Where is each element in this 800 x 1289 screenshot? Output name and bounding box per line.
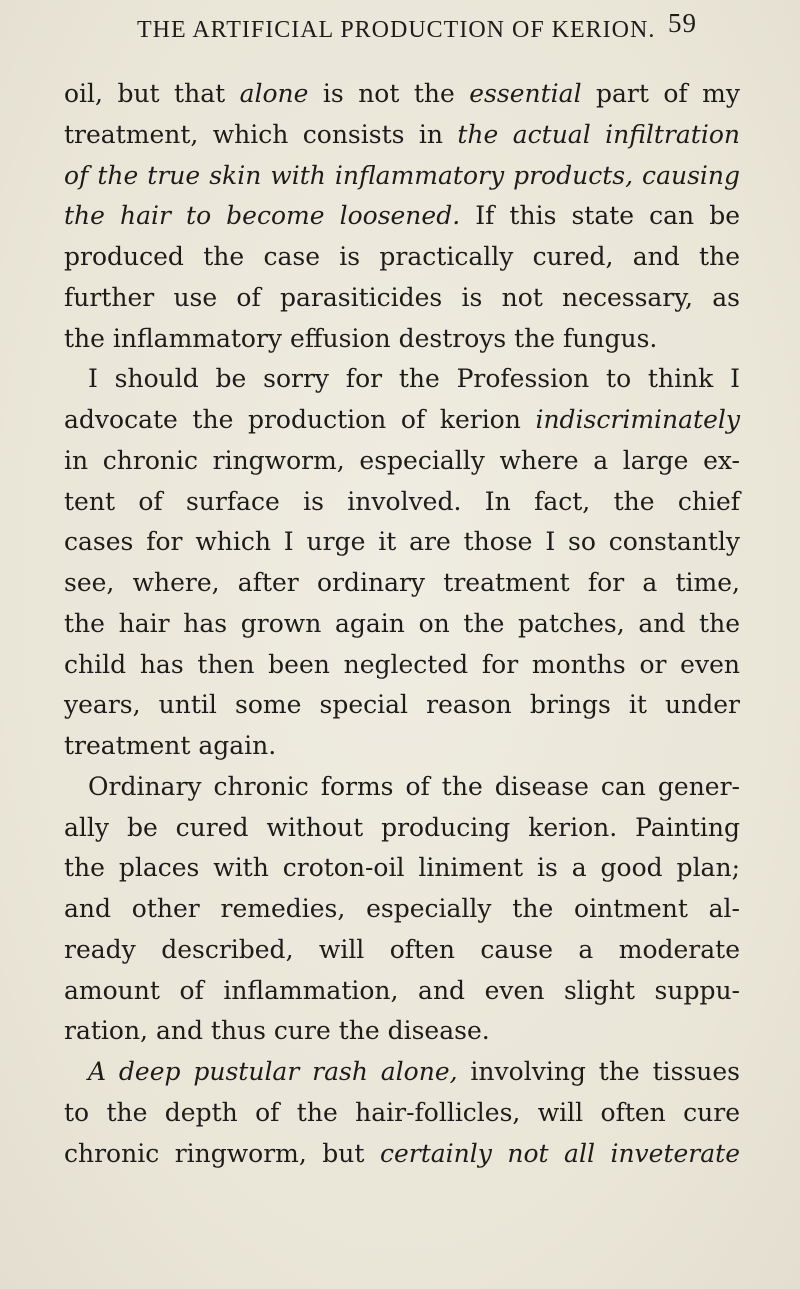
text-line: [64, 278, 740, 319]
italic-text: of the true skin with inflammatory products, causing: [64, 160, 740, 190]
text-segment: to the depth of the hair-follicles, will often cure: [64, 1097, 740, 1127]
italic-text: essential: [469, 79, 582, 108]
text-line: [64, 522, 740, 563]
page-number: 59: [668, 8, 697, 38]
text-line: [64, 1011, 740, 1052]
text-segment: Ordinary chronic forms of the disease can gener-: [88, 771, 740, 801]
text-line: [64, 563, 740, 604]
text-line: [64, 115, 740, 156]
text-segment: see, where, after ordinary treatment for a time,: [64, 568, 740, 597]
italic-text: indiscriminately: [535, 405, 740, 434]
text-line: [64, 400, 740, 441]
text-segment: the hair has grown again on the patches, and the: [64, 608, 740, 638]
text-line: [64, 1052, 740, 1093]
running-title: THE ARTIFICIAL PRODUCTION OF KERION.: [137, 17, 656, 43]
text-line: [64, 237, 740, 278]
text-segment: part of my: [581, 79, 740, 108]
text-line: [64, 930, 740, 971]
text-segment: further use of parasiticides is not necessary, as: [64, 282, 740, 312]
italic-text: certainly not all inveterate: [379, 1138, 740, 1168]
italic-text: A deep pustular rash alone,: [88, 1057, 458, 1086]
italic-text: the actual infiltration: [457, 119, 740, 149]
text-segment: produced the case is practically cured, and the: [64, 242, 740, 271]
text-segment: is not the: [308, 79, 470, 108]
text-segment: involving the tissues: [457, 1057, 740, 1086]
text-segment: tent of surface is involved. In fact, the chief: [64, 486, 740, 516]
text-line: [64, 319, 740, 360]
text-line: [64, 482, 740, 523]
text-segment: treatment again.: [64, 731, 277, 760]
text-segment: cases for which I urge it are those I so constantly: [64, 527, 740, 557]
text-line: [64, 808, 740, 849]
italic-text: alone: [239, 79, 309, 108]
text-segment: in chronic ringworm, especially where a large ex-: [64, 445, 740, 475]
text-segment: ration, and thus cure the disease.: [64, 1016, 490, 1046]
text-line: [64, 1134, 740, 1175]
text-line: [64, 156, 740, 197]
text-line: [64, 441, 740, 482]
text-segment: treatment, which consists in: [64, 119, 458, 149]
text-line: [64, 848, 740, 889]
text-line: [64, 604, 740, 645]
text-line: [64, 971, 740, 1012]
text-segment: ally be cured without producing kerion. Painting: [64, 812, 740, 842]
text-segment: oil, but that: [64, 79, 240, 108]
text-line: [64, 196, 740, 237]
text-line: [64, 645, 740, 686]
text-line: [64, 1093, 740, 1134]
text-segment: years, until some special reason brings it under: [64, 690, 740, 720]
text-segment: chronic ringworm, but: [64, 1138, 380, 1168]
body-text: [64, 74, 740, 1174]
text-segment: child has then been neglected for months or even: [64, 649, 740, 679]
text-line: [64, 767, 740, 808]
text-segment: If this state can be: [460, 201, 741, 231]
text-segment: the inflammatory effusion destroys the fungus.: [64, 323, 658, 353]
text-line: [64, 74, 740, 115]
text-segment: I should be sorry for the Profession to think I: [88, 364, 740, 394]
italic-text: the hair to become loosened.: [64, 201, 461, 231]
text-segment: amount of inflammation, and even slight suppu-: [64, 975, 740, 1005]
text-segment: ready described, will often cause a moderate: [64, 934, 740, 964]
text-line: [64, 889, 740, 930]
text-segment: the places with croton-oil liniment is a good plan;: [64, 853, 740, 883]
text-segment: advocate the production of kerion: [64, 405, 536, 434]
text-line: [64, 685, 740, 726]
text-line: [64, 726, 740, 767]
text-line: [64, 359, 740, 400]
text-segment: and other remedies, especially the ointment al-: [64, 894, 740, 923]
running-head: [137, 8, 697, 48]
